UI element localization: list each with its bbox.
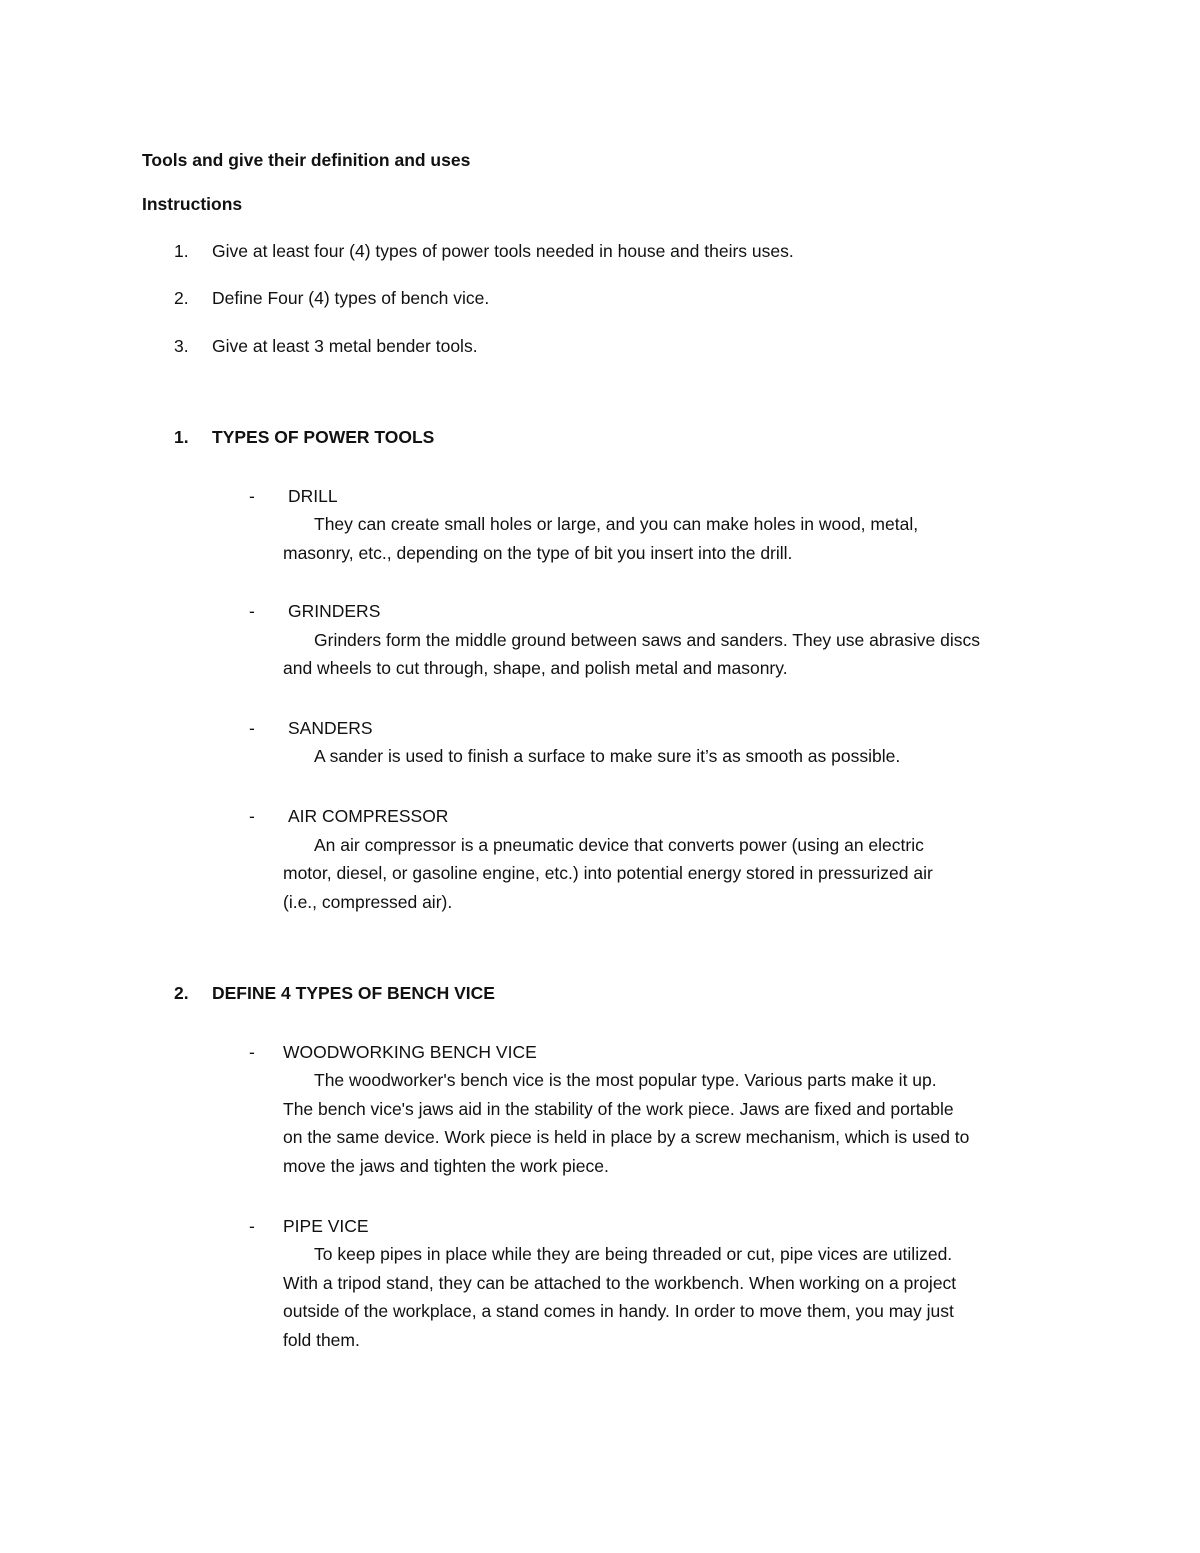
tool-description-line: They can create small holes or large, and you can make holes in wood, metal, — [314, 514, 919, 534]
section-number: 2. — [174, 983, 189, 1003]
bullet-dash: - — [249, 718, 255, 738]
tool-description-line: To keep pipes in place while they are being threaded or cut, pipe vices are utilized. — [314, 1244, 953, 1264]
bullet-dash: - — [249, 486, 255, 506]
instructions-heading: Instructions — [142, 194, 243, 214]
tool-description-line: and wheels to cut through, shape, and polish metal and masonry. — [283, 658, 788, 678]
tool-name: PIPE VICE — [283, 1216, 369, 1236]
tool-description-line: motor, diesel, or gasoline engine, etc.) into potential energy stored in pressurized air — [283, 863, 933, 883]
instruction-number: 1. — [174, 241, 189, 261]
tool-description-line: The bench vice's jaws aid in the stability of the work piece. Jaws are fixed and portable — [283, 1099, 954, 1119]
instruction-text: Give at least 3 metal bender tools. — [212, 336, 478, 356]
tool-description-line: (i.e., compressed air). — [283, 892, 453, 912]
tool-name: WOODWORKING BENCH VICE — [283, 1042, 537, 1062]
tool-name: SANDERS — [288, 718, 373, 738]
tool-description-line: fold them. — [283, 1330, 360, 1350]
instruction-number: 2. — [174, 288, 189, 308]
tool-name: DRILL — [288, 486, 338, 506]
tool-description-line: With a tripod stand, they can be attached to the workbench. When working on a project — [283, 1273, 957, 1293]
bullet-dash: - — [249, 1042, 255, 1062]
instruction-text: Define Four (4) types of bench vice. — [212, 288, 490, 308]
section-heading: DEFINE 4 TYPES OF BENCH VICE — [212, 983, 495, 1003]
tool-description-line: outside of the workplace, a stand comes in handy. In order to move them, you may just — [283, 1301, 954, 1321]
tool-name: GRINDERS — [288, 601, 381, 621]
tool-description-line: on the same device. Work piece is held in place by a screw mechanism, which is used to — [283, 1127, 970, 1147]
tool-description-line: An air compressor is a pneumatic device that converts power (using an electric — [314, 835, 924, 855]
tool-description-line: masonry, etc., depending on the type of bit you insert into the drill. — [283, 543, 793, 563]
section-heading: TYPES OF POWER TOOLS — [212, 427, 435, 447]
bullet-dash: - — [249, 601, 255, 621]
instruction-number: 3. — [174, 336, 189, 356]
bullet-dash: - — [249, 1216, 255, 1236]
bullet-dash: - — [249, 806, 255, 826]
tool-name: AIR COMPRESSOR — [288, 806, 449, 826]
section-number: 1. — [174, 427, 189, 447]
document-title: Tools and give their definition and uses — [142, 150, 471, 170]
tool-description-line: The woodworker's bench vice is the most popular type. Various parts make it up. — [314, 1070, 937, 1090]
tool-description-line: move the jaws and tighten the work piece. — [283, 1156, 609, 1176]
tool-description-line: A sander is used to finish a surface to make sure it’s as smooth as possible. — [314, 746, 901, 766]
instruction-text: Give at least four (4) types of power tools needed in house and theirs uses. — [212, 241, 794, 261]
tool-description-line: Grinders form the middle ground between saws and sanders. They use abrasive discs — [314, 630, 980, 650]
